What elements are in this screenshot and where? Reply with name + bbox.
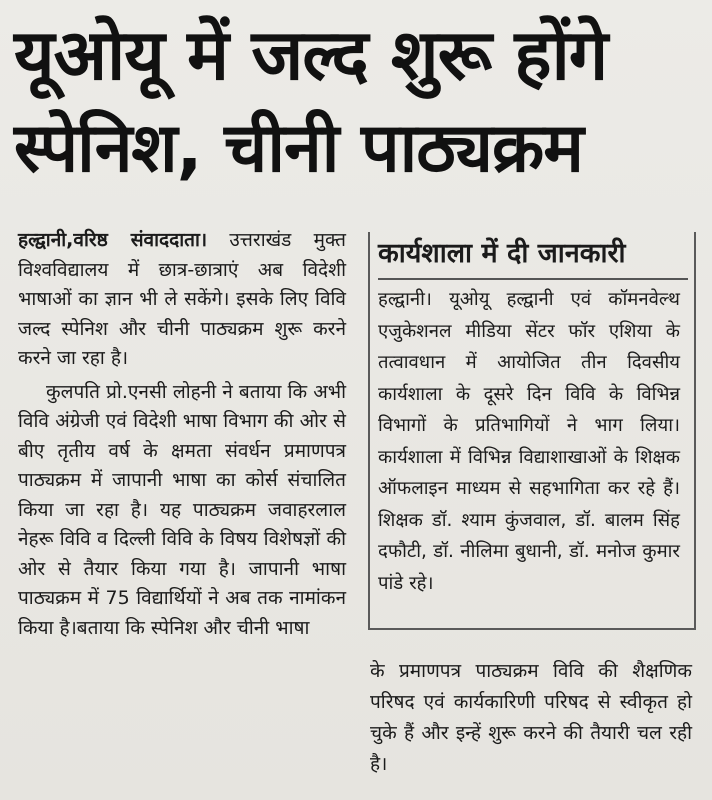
headline-line-1: यूओयू में जल्द शुरू होंगे (14, 14, 608, 96)
article-para-1-text: उत्तराखंड मुक्त विश्वविद्यालय में छात्र-छात्राएं अब विदेशी भाषाओं का ज्ञान भी ले सकेंगे। इसके लिए विवि जल्द स्पेनिश और चीनी पाठ्यक्रम शुरू करने करने जा रहा है। (18, 229, 346, 369)
headline (14, 6, 698, 194)
sidebar-box-body: हल्द्वानी। यूओयू हल्द्वानी एवं कॉमनवेल्थ एजुकेशनल मीडिया सेंटर फॉर एशिया के तत्वावधान में आयोजित तीन दिवसीय कार्यशाला के दूसरे दिन विवि के विभिन्न विभागों के प्रतिभागियों ने भाग लिया। कार्यशाला में विभिन्न विद्याशाखाओं के शिक्षक ऑफलाइन माध्यम से सहभागिता कर रहे हैं। शिक्षक डॉ. श्याम कुंजवाल, डॉ. बालम सिंह दफौटी, डॉ. नीलिमा बुधानी, डॉ. मनोज कुमार पांडे रहे। (378, 289, 680, 594)
dateline: हल्द्वानी,वरिष्ठ संवाददाता। (18, 229, 208, 251)
article-para-2: कुलपति प्रो.एनसी लोहनी ने बताया कि अभी विवि अंग्रेजी एवं विदेशी भाषा विभाग की ओर से बीए तृतीय वर्ष के क्षमता संवर्धन प्रमाणपत्र पाठ्यक्रम में जापानी भाषा का कोर्स संचालित किया जा रहा है। यह पाठ्यक्रम जवाहरलाल नेहरू विवि व दिल्ली विवि के विषय विशेषज्ञों की ओर से तैयार किया गया है। जापानी भाषा पाठ्यक्रम में 75 विद्यार्थियों ने अब तक नामांकन किया है।बताया कि स्पेनिश और चीनी भाषा (18, 380, 346, 639)
sidebar-box-divider (378, 278, 688, 280)
article-continuation (370, 656, 692, 780)
article-continuation-text: के प्रमाणपत्र पाठ्यक्रम विवि की शैक्षणिक परिषद एवं कार्यकारिणी परिषद से स्वीकृत हो चुके हैं और इन्हें शुरू करने की तैयारी चल रही है। (370, 660, 692, 775)
article-para-1 (18, 226, 346, 374)
headline-line-2: स्पेनिश, चीनी पाठ्यक्रम (14, 109, 583, 188)
sidebar-box-title: कार्यशाला में दी जानकारी (378, 238, 626, 269)
article-left-column (18, 226, 346, 643)
